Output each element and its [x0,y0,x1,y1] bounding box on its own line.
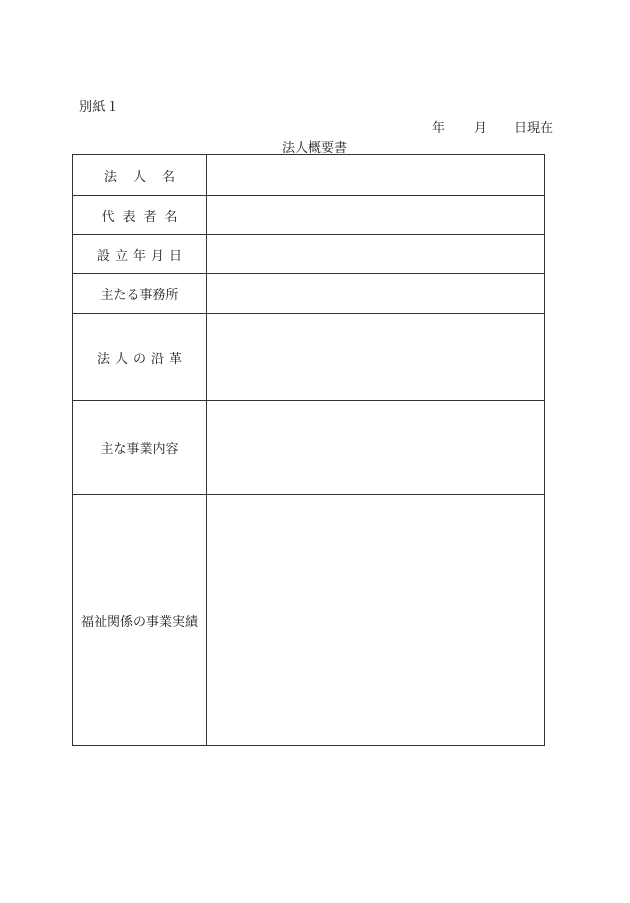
date-month-label: 月 [474,121,488,136]
table-row [73,314,545,401]
row-label-established-date [73,235,207,274]
corporation-summary-table [72,154,545,746]
history-field[interactable] [207,314,545,401]
as-of-date [432,117,553,136]
table-row [73,155,545,196]
document-title: 法人概要書 [282,141,348,156]
row-label-main-business [73,401,207,495]
table-row [73,235,545,274]
date-day-label: 日現在 [514,121,554,136]
attachment-label: 別紙１ [79,100,120,115]
table-row [73,196,545,235]
table-row [73,401,545,495]
table-row [73,274,545,314]
row-label-text: 主たる事務所 [100,288,179,303]
row-label-corporation-name [73,155,207,196]
row-label-history [73,314,207,401]
row-label-text: 福祉関係の事業実績 [80,614,198,630]
corporation-name-field[interactable] [207,155,545,196]
main-business-field[interactable] [207,401,545,495]
main-office-field[interactable] [207,274,545,314]
row-label-text: 設立年月日 [96,248,187,264]
date-year-label: 年 [432,121,446,136]
row-label-representative [73,196,207,235]
established-date-field[interactable] [207,235,545,274]
table-row [73,495,545,746]
row-label-text: 代表者名 [101,209,186,225]
row-label-text: 主な事業内容 [100,442,179,457]
row-label-welfare-record [73,495,207,746]
row-label-text: 法人の沿革 [96,351,187,367]
row-label-text: 法人名 [103,169,191,185]
row-label-main-office [73,274,207,314]
representative-name-field[interactable] [207,196,545,235]
welfare-record-field[interactable] [207,495,545,746]
